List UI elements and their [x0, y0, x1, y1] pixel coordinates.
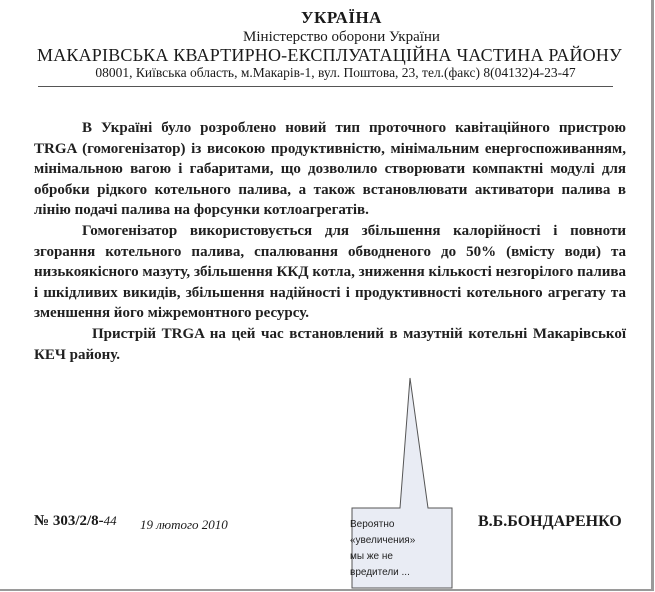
- callout-line-1: Вероятно: [350, 519, 395, 530]
- body-paragraph-2: Гомогенізатор використовується для збільшення калорійності і повноти згорання котельного палива, спалювання обводненого до 50% (вмісту води) та низькоякісного мазуту, збільшення ККД котла, зниження кількості незгорілого палива і шкідливих викидів, збільшення надійності і продуктивності котельного агрегату та зменшення його міжремонтного ресурсу.: [34, 222, 626, 322]
- letterhead-unit: МАКАРІВСЬКА КВАРТИРНО-ЕКСПЛУАТАЦІЙНА ЧАСТИНА РАЙОНУ: [37, 45, 622, 65]
- callout-line-3: мы же не: [350, 551, 393, 562]
- letterhead-country: УКРАЇНА: [301, 8, 382, 27]
- body-paragraph-3: Пристрій TRGA на цей час встановлений в мазутній котельні Макарівської КЕЧ району.: [34, 325, 626, 363]
- callout-line-4: вредители ...: [350, 567, 410, 578]
- letterhead-ministry: Міністерство оборони України: [243, 29, 440, 45]
- letterhead-address: 08001, Київська область, м.Макарів-1, вул. Поштова, 23, тел.(факс) 8(04132)4-23-47: [95, 65, 576, 80]
- outgoing-number-prefix: № 303/2/8-: [34, 513, 104, 529]
- outgoing-number-handwritten: 44: [103, 513, 117, 528]
- callout-line-2: «увеличения»: [350, 535, 416, 546]
- callout-text: [350, 517, 445, 581]
- signatory-name: В.Б.БОНДАРЕНКО: [478, 513, 622, 530]
- handwritten-date: 19 лютого 2010: [140, 517, 228, 532]
- body-paragraph-1: В Україні було розроблено новий тип проточного кавітаційного пристрою TRGA (гомогенізатор) із високою продуктивністю, мінімальним енергоспоживанням, мінімальною вагою і габаритами, що дозволило створювати компактні модулі для обробки рідкого котельного палива, а також встановлювати активатори палива в лінію подачі палива на форсунки котлоагрегатів.: [34, 120, 626, 219]
